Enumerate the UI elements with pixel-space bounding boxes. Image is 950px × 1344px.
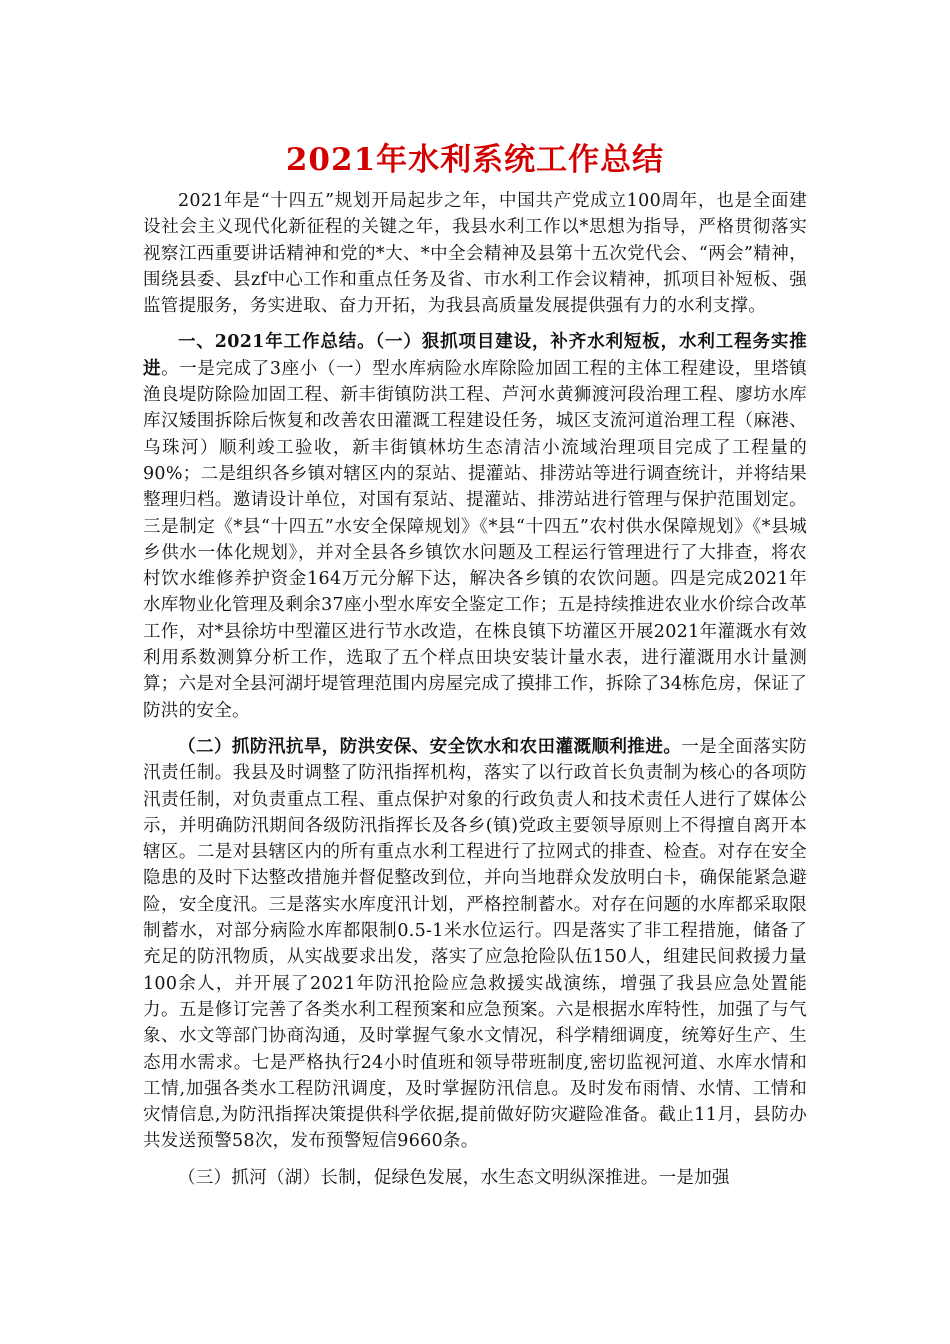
section-2-heading: （二）抓防汛抗旱，防洪安保、安全饮水和农田灌溉顺利推进。 [178, 736, 682, 757]
section-1-paragraph [143, 329, 807, 723]
document-title: 2021年水利系统工作总结 [285, 142, 665, 178]
section-2-body: 一是全面落实防汛责任制。我县及时调整了防汛指挥机构，落实了以行政首长负责制为核心的各项防汛责任制，对负责重点工程、重点保护对象的行政负责人和技术责任人进行了媒体公示，并明确防汛期间各级防汛指挥长及各乡(镇)党政主要领导原则上不得擅自离开本辖区。二是对县辖区内的所有重点水利工程进行了拉网式的排查、检查。对存在安全隐患的及时下达整改措施并督促整改到位，并向当地群众发放明白卡，确保能紧急避险，安全度汛。三是落实水库度汛计划，严格控制蓄水。对存在问题的水库都采取限制蓄水，对部分病险水库都限制0.5-1米水位运行。四是落实了非工程措施，储备了充足的防汛物质，从实战要求出发，落实了应急抢险队伍150人，组建民间救援力量100余人，并开展了2021年防汛抢险应急救援实战演练，增强了我县应急处置能力。五是修订完善了各类水利工程预案和应急预案。六是根据水库特性，加强了与气象、水文等部门协商沟通，及时掌握气象水文情况，科学精细调度，统筹好生产、生态用水需求。七是严格执行24小时值班和领导带班制度,密切监视河道、水库水情和工情,加强各类水工程防汛调度，及时掌握防汛信息。及时发布雨情、水情、工情和灾情信息,为防汛指挥决策提供科学依据,提前做好防灾避险准备。截止11月，县防办共发送预警58次，发布预警短信9660条。 [143, 736, 807, 1152]
section-1-heading: 一、2021年工作总结。（一）狠抓项目建设，补齐水利短板，水利工程务实推进 [143, 332, 807, 379]
section-2-paragraph [143, 734, 807, 1155]
intro-paragraph: 2021年是“十四五”规划开局起步之年，中国共产党成立100周年，也是全面建设社会主义现代化新征程的关键之年，我县水利工作以*思想为指导，严格贯彻落实视察江西重要讲话精神和党的*大、*中全会精神及县第十五次党代会、“两会”精神，围绕县委、县zf中心工作和重点任务及省、市水利工作会议精神，抓项目补短板、强监管提服务，务实进取、奋力开拓，为我县高质量发展提供强有力的水利支撑。 [143, 191, 807, 317]
document-page [143, 140, 807, 1197]
section-1-body: 。一是完成了3座小（一）型水库病险水库除险加固工程的主体工程建设，里塔镇渔良堤防除险加固工程、新丰街镇防洪工程、芦河水黄狮渡河段治理工程、廖坊水库库汉矮围拆除后恢复和改善农田灌溉工程建设任务，城区支流河道治理工程（麻港、乌珠河）顺利竣工验收，新丰街镇林坊生态清洁小流域治理项目完成了工程量的90%；二是组织各乡镇对辖区内的泵站、提灌站、排涝站等进行调查统计，并将结果整理归档。邀请设计单位，对国有泵站、提灌站、排涝站进行管理与保护范围划定。三是制定《*县“十四五”水安全保障规划》《*县“十四五”农村供水保障规划》《*县城乡供水一体化规划》，并对全县各乡镇饮水问题及工程运行管理进行了大排查，将农村饮水维修养护资金164万元分解下达，解决各乡镇的农饮问题。四是完成2021年水库物业化管理及剩余37座小型水库安全鉴定工作；五是持续推进农业水价综合改革工作，对*县徐坊中型灌区进行节水改造，在株良镇下坊灌区开展2021年灌溉水有效利用系数测算分析工作，选取了五个样点田块安装计量水表，进行灌溉用水计量测算；六是对全县河湖圩堤管理范围内房屋完成了摸排工作，拆除了34栋危房，保证了防洪的安全。 [143, 358, 807, 721]
section-3-paragraph: （三）抓河（湖）长制，促绿色发展，水生态文明纵深推进。一是加强 [178, 1167, 730, 1188]
